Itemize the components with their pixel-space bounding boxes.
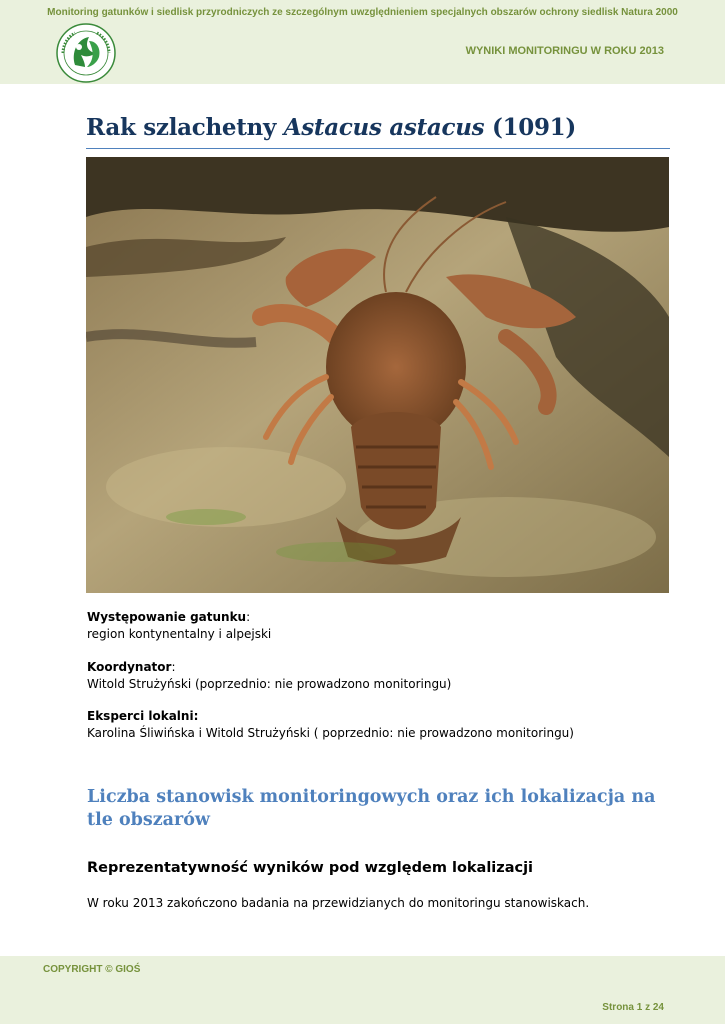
crayfish-photo: [86, 157, 669, 593]
experts-label: Eksperci lokalni:: [87, 709, 199, 723]
header-top-line: Monitoring gatunków i siedlisk przyrodniczych ze szczególnym uwzględnieniem specjalnych obszarów ochrony siedlisk Natura 2000: [47, 7, 678, 18]
body-paragraph: W roku 2013 zakończono badania na przewidzianych do monitoringu stanowiskach.: [87, 896, 590, 910]
page-number: Strona 1 z 24: [602, 1002, 664, 1013]
gios-leaf-logo-icon: [55, 23, 117, 83]
header-report-label: WYNIKI MONITORINGU W ROKU 2013: [465, 45, 664, 57]
title-code: (1091): [484, 114, 576, 141]
coordinator-block: [87, 659, 451, 693]
occurrence-colon: :: [246, 610, 251, 624]
title-prefix: Rak szlachetny: [86, 114, 284, 141]
occurrence-label: Występowanie gatunku: [87, 610, 247, 624]
title-latin-name: Astacus astacus: [283, 114, 485, 141]
page-title: [86, 114, 670, 141]
section-heading: Liczba stanowisk monitoringowych oraz ich lokalizacja na tle obszarów: [87, 787, 656, 830]
coordinator-colon: :: [171, 660, 176, 674]
experts-value: Karolina Śliwińska i Witold Strużyński ( poprzednio: nie prowadzono monitoringu): [87, 726, 574, 740]
copyright-text: COPYRIGHT © GIOŚ: [43, 964, 141, 975]
coordinator-value: Witold Strużyński (poprzednio: nie prowadzono monitoringu): [87, 677, 452, 691]
title-rule: [86, 148, 670, 149]
sub-heading: Reprezentatywność wyników pod względem lokalizacji: [87, 860, 534, 876]
occurrence-value: region kontynentalny i alpejski: [87, 627, 272, 641]
experts-block: [87, 708, 574, 742]
occurrence-block: [87, 609, 271, 643]
coordinator-label: Koordynator: [87, 660, 172, 674]
